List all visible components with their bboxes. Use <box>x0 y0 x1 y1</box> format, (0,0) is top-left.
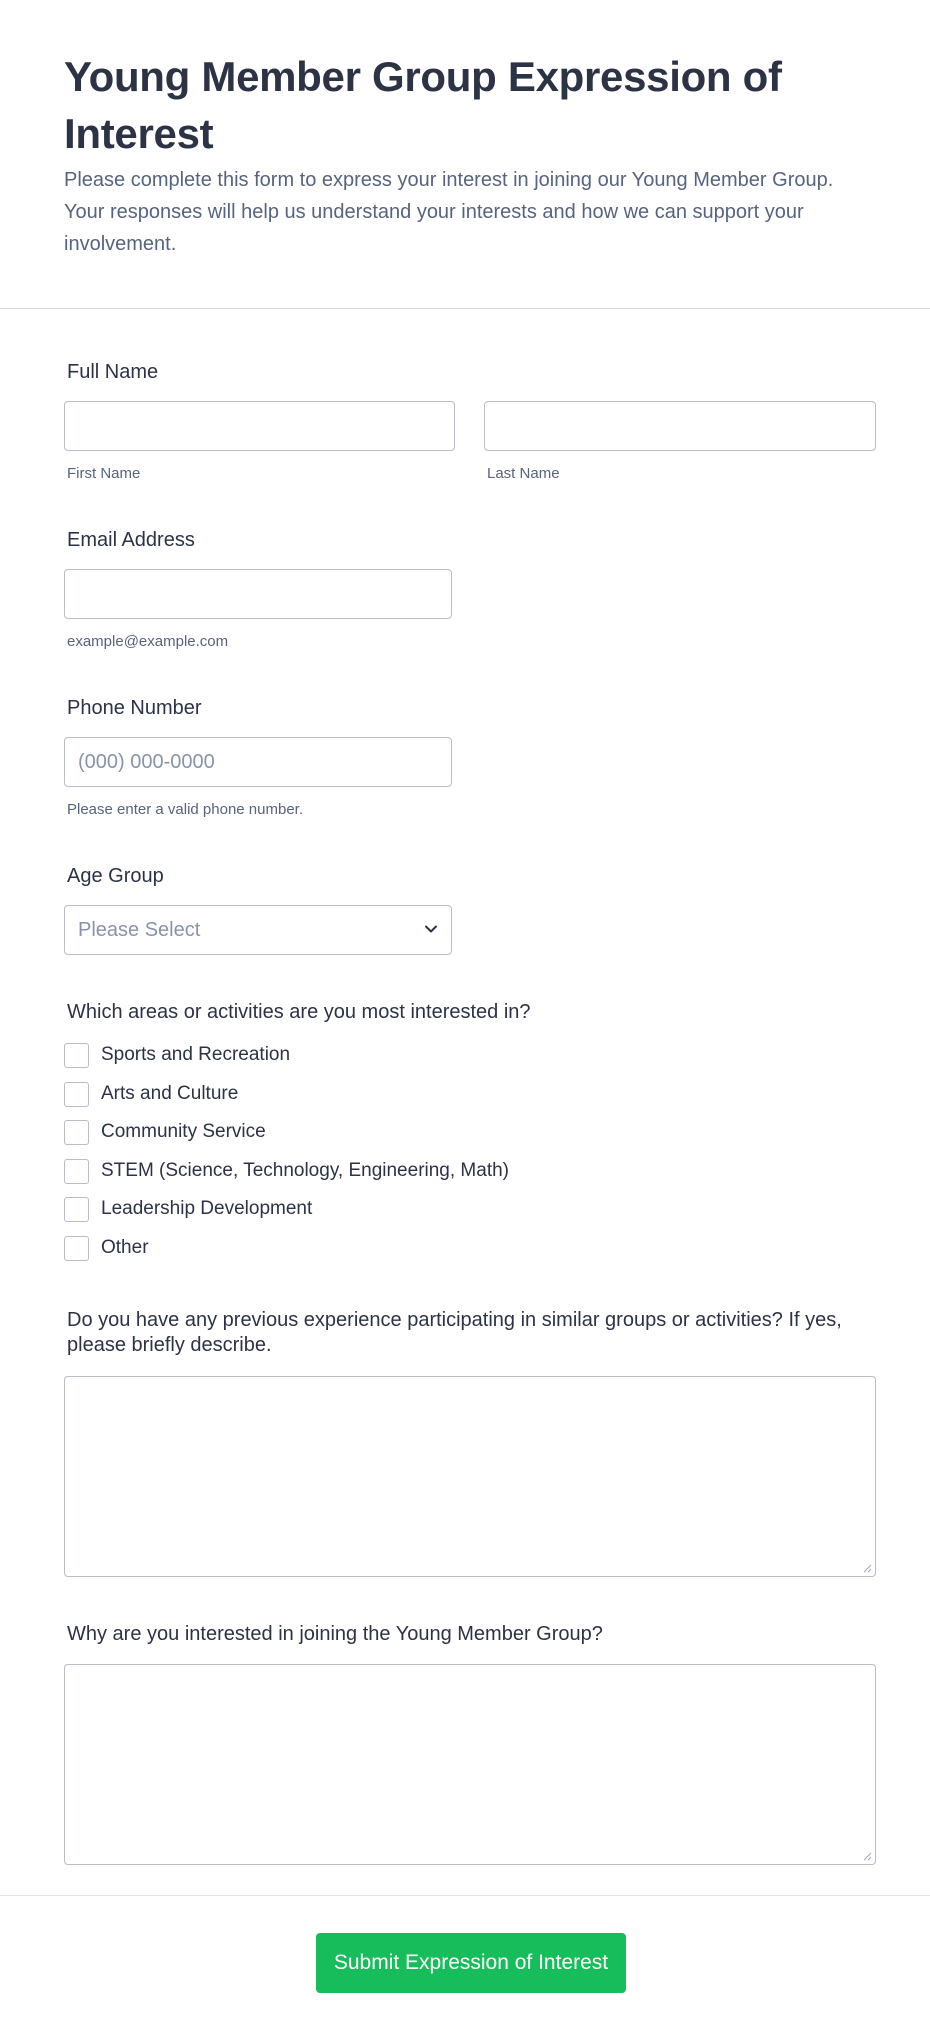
email-sublabel: example@example.com <box>67 633 229 650</box>
email-input[interactable] <box>64 569 452 619</box>
chevron-down-icon <box>423 921 439 937</box>
age-group-selected: Please Select <box>78 919 201 941</box>
checkbox-label: STEM (Science, Technology, Engineering, Math) <box>101 1160 509 1181</box>
first-name-input[interactable] <box>64 401 455 451</box>
last-name-sublabel: Last Name <box>487 465 560 482</box>
checkbox[interactable] <box>64 1159 89 1184</box>
interest-option[interactable] <box>64 1196 312 1222</box>
interest-option[interactable] <box>64 1042 290 1068</box>
form-description: Please complete this form to express your interest in joining our Young Member Group. Your responses will help us understand your interests and how we can support your involvement. <box>64 169 834 255</box>
first-name-sublabel: First Name <box>67 465 141 482</box>
interest-option[interactable] <box>64 1235 149 1261</box>
email-label: Email Address <box>67 529 195 551</box>
checkbox[interactable] <box>64 1082 89 1107</box>
interests-label: Which areas or activities are you most interested in? <box>67 1001 531 1023</box>
resize-handle-icon[interactable] <box>863 1564 872 1573</box>
checkbox-label: Other <box>101 1237 149 1258</box>
checkbox[interactable] <box>64 1236 89 1261</box>
interest-option[interactable] <box>64 1081 238 1107</box>
resize-handle-icon[interactable] <box>863 1852 872 1861</box>
last-name-input[interactable] <box>484 401 876 451</box>
form-title: Young Member Group Expression of Interest <box>64 53 782 157</box>
phone-input[interactable] <box>64 737 452 787</box>
experience-label: Do you have any previous experience participating in similar groups or activities? If yes, please briefly describe. <box>67 1309 842 1356</box>
motivation-textarea[interactable] <box>64 1664 876 1865</box>
interest-option[interactable] <box>64 1158 509 1184</box>
age-group-label: Age Group <box>67 865 164 887</box>
checkbox[interactable] <box>64 1120 89 1145</box>
phone-label: Phone Number <box>67 697 202 719</box>
phone-sublabel: Please enter a valid phone number. <box>67 801 303 818</box>
phone-placeholder: (000) 000-0000 <box>78 751 215 773</box>
age-group-select[interactable] <box>64 905 452 955</box>
checkbox-label: Community Service <box>101 1121 266 1142</box>
full-name-label: Full Name <box>67 361 159 383</box>
submit-button[interactable]: Submit Expression of Interest <box>316 1933 626 1993</box>
interest-option[interactable] <box>64 1119 266 1145</box>
motivation-label: Why are you interested in joining the Young Member Group? <box>67 1623 603 1645</box>
experience-textarea[interactable] <box>64 1376 876 1577</box>
checkbox-label: Sports and Recreation <box>101 1044 291 1065</box>
checkbox[interactable] <box>64 1197 89 1222</box>
form-header <box>0 0 930 309</box>
checkbox[interactable] <box>64 1043 89 1068</box>
checkbox-label: Leadership Development <box>101 1198 313 1219</box>
checkbox-label: Arts and Culture <box>101 1083 239 1104</box>
